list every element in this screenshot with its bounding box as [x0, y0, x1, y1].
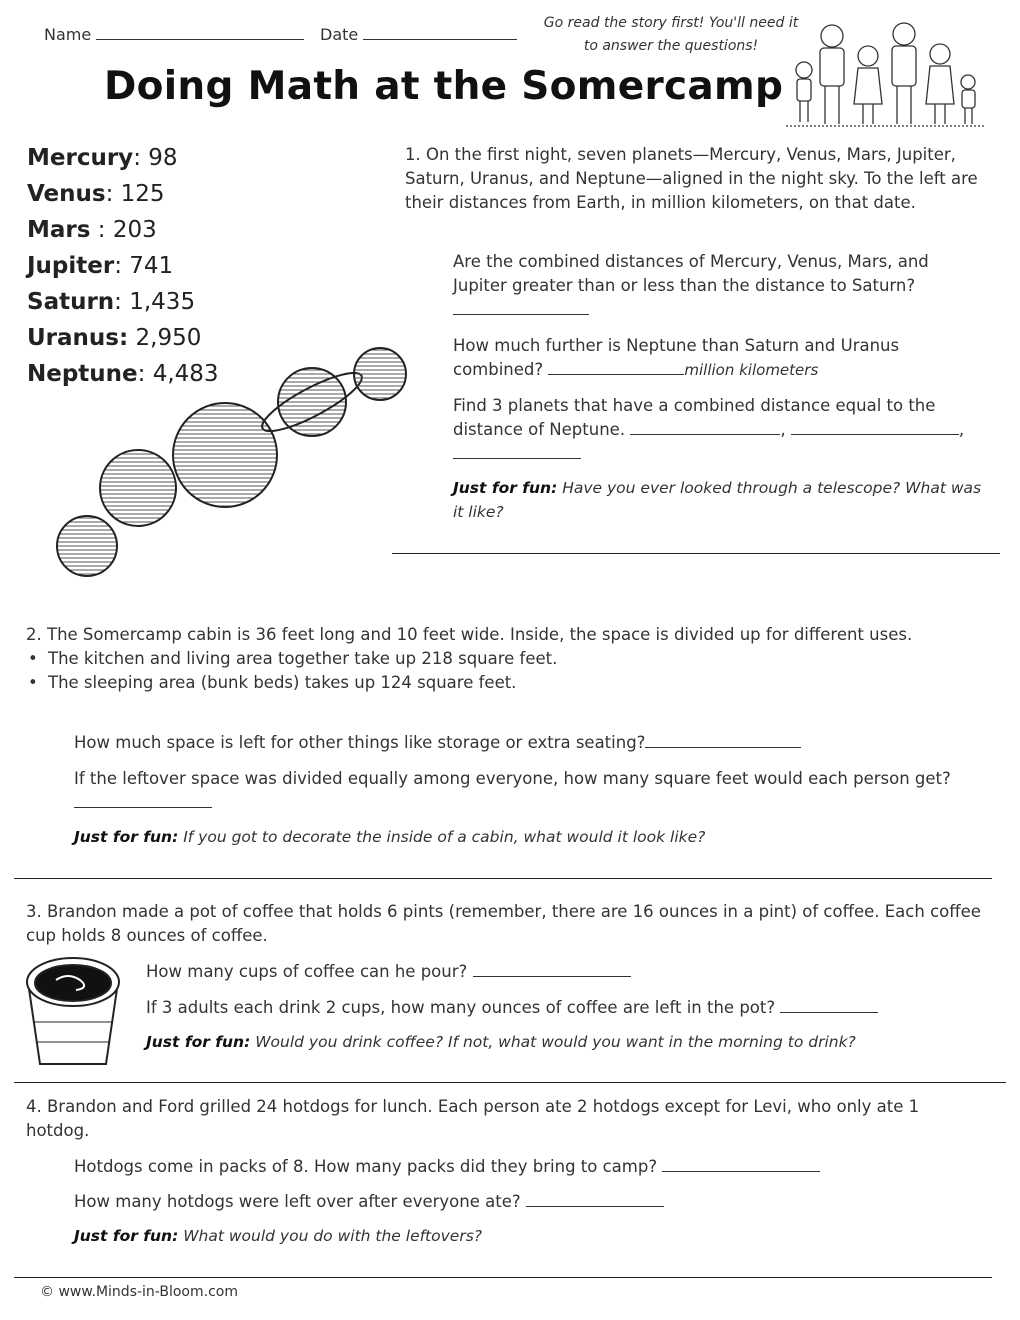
question-3a: How many cups of coffee can he pour? [146, 960, 986, 984]
question-2-intro: 2. The Somercamp cabin is 36 feet long and 10 feet wide. Inside, the space is divided up for different uses. • The kitchen and living area together take up 218 square feet. • The sleeping area (bunk beds) takes up 124 square feet. [26, 623, 986, 695]
date-label: Date [320, 25, 359, 44]
name-field[interactable] [44, 23, 304, 44]
planet-row: Jupiter: 741 [27, 253, 174, 279]
answer-blank[interactable] [645, 731, 801, 748]
page-title: Doing Math at the Somercamp [104, 64, 784, 109]
list-item: • The sleeping area (bunk beds) takes up 124 square feet. [26, 671, 986, 695]
planets-illustration [50, 340, 420, 580]
question-3-fun: Just for fun: Would you drink coffee? If not, what would you want in the morning to drink? [146, 1033, 856, 1051]
question-1a: Are the combined distances of Mercury, Venus, Mars, and Jupiter greater than or less than the distance to Saturn? [453, 250, 983, 322]
answer-blank[interactable] [630, 418, 780, 435]
planet-row: Saturn: 1,435 [27, 289, 196, 315]
answer-blank[interactable] [780, 996, 878, 1013]
date-blank[interactable] [363, 23, 517, 40]
question-2-bullets [26, 647, 986, 695]
answer-blank[interactable] [74, 791, 212, 808]
copyright-footer: © www.Minds-in-Bloom.com [40, 1284, 238, 1300]
question-3b: If 3 adults each drink 2 cups, how many ounces of coffee are left in the pot? [146, 996, 998, 1020]
name-blank[interactable] [96, 23, 304, 40]
answer-blank[interactable] [453, 442, 581, 459]
divider [14, 1082, 1006, 1083]
answer-blank[interactable] [473, 960, 631, 977]
planet-row: Venus: 125 [27, 181, 165, 207]
planet-row: Uranus: 2,950 [27, 325, 202, 351]
answer-blank[interactable] [791, 418, 959, 435]
answer-blank[interactable] [548, 358, 684, 375]
question-3-intro: 3. Brandon made a pot of coffee that holds 6 pints (remember, there are 16 ounces in a pint) of coffee. Each coffee cup holds 8 ounces of coffee. [26, 902, 981, 945]
date-field[interactable] [320, 23, 517, 44]
story-note: Go read the story first! You'll need it to answer the questions! [543, 15, 799, 54]
question-2b: If the leftover space was divided equally among everyone, how many square feet would each person get? [74, 767, 954, 815]
divider [392, 553, 1000, 554]
question-1-intro: 1. On the first night, seven planets—Mercury, Venus, Mars, Jupiter, Saturn, Uranus, and Neptune—aligned in the night sky. To the left are their distances from Earth, in million kilometers, on that date. [405, 145, 978, 212]
question-4-intro: 4. Brandon and Ford grilled 24 hotdogs for lunch. Each person ate 2 hotdogs except for Levi, who only ate 1 hotdog. [26, 1097, 920, 1140]
question-1b: How much further is Neptune than Saturn and Uranus combined? million kilometers [453, 336, 900, 379]
question-1-fun: Just for fun: Have you ever looked through a telescope? What was it like? [453, 479, 982, 521]
planet-row: Neptune: 4,483 [27, 361, 219, 387]
list-item: • The kitchen and living area together take up 218 square feet. [26, 647, 986, 671]
question-2-fun: Just for fun: If you got to decorate the inside of a cabin, what would it look like? [74, 828, 706, 846]
answer-blank[interactable] [453, 298, 589, 315]
divider [14, 1277, 992, 1278]
name-label: Name [44, 25, 92, 44]
question-4b: How many hotdogs were left over after everyone ate? [74, 1190, 974, 1214]
unit-label: million kilometers [684, 361, 819, 379]
question-4a: Hotdogs come in packs of 8. How many packs did they bring to camp? [74, 1155, 974, 1179]
question-4-fun: Just for fun: What would you do with the leftovers? [74, 1227, 483, 1245]
planet-row: Mars : 203 [27, 217, 157, 243]
coffee-cup-icon [20, 952, 126, 1070]
family-illustration [786, 12, 986, 130]
answer-blank[interactable] [526, 1190, 664, 1207]
planet-row: Mercury: 98 [27, 145, 178, 171]
divider [14, 878, 992, 879]
answer-blank[interactable] [662, 1155, 820, 1172]
question-1c: Find 3 planets that have a combined distance equal to the distance of Neptune. , , [453, 394, 983, 466]
question-2a: How much space is left for other things like storage or extra seating? [74, 731, 974, 755]
